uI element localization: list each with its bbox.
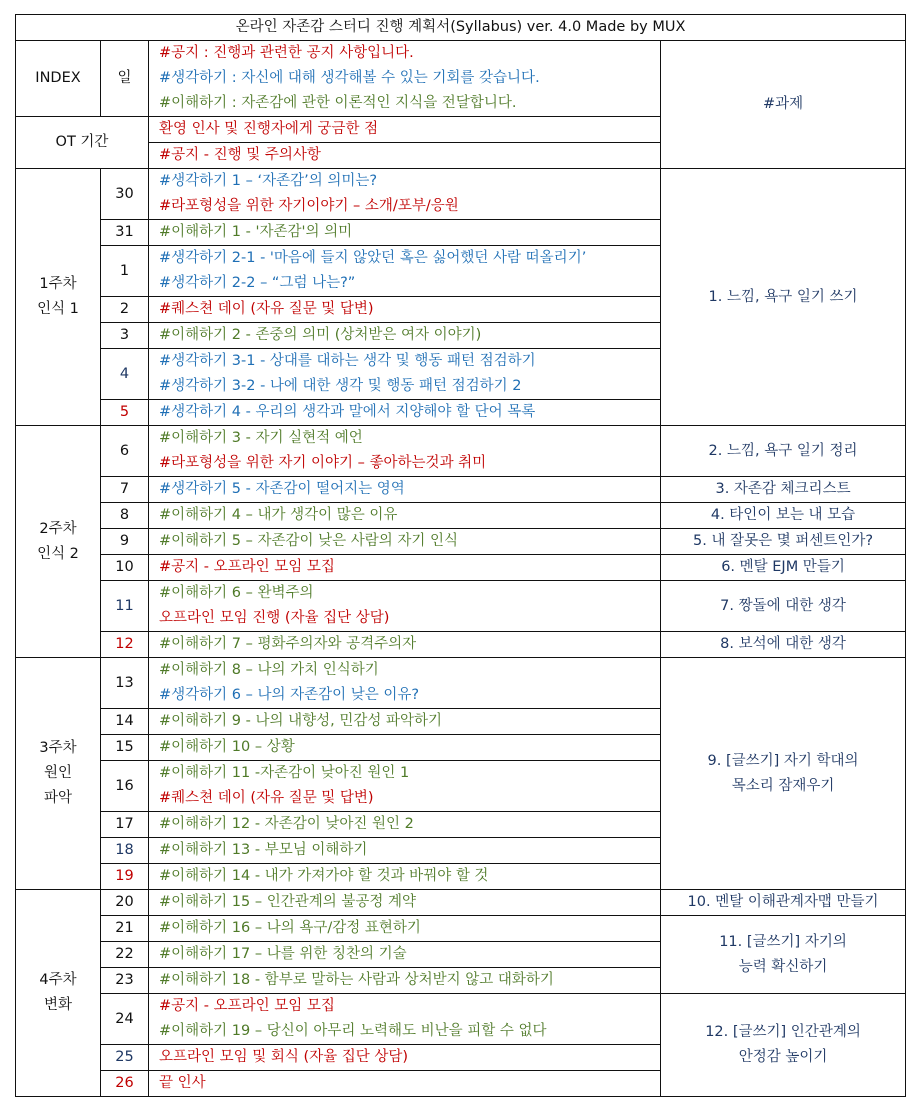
activity-cell: #이해하기 4 – 내가 생각이 많은 이유 [149,503,661,529]
activity-cell: #생각하기 4 - 우리의 생각과 말에서 지양해야 할 단어 목록 [149,400,661,426]
day-number: 18 [101,838,149,864]
activity-cell: #공지 - 오프라인 모임 모집 #이해하기 19 – 당신이 아무리 노력해도 비난을 피할 수 없다 [149,994,661,1045]
homework-item: 6. 멘탈 EJM 만들기 [661,555,906,581]
syllabus-table [15,14,906,1097]
week-label: 4주차 변화 [16,890,101,1097]
activity-cell: #이해하기 7 – 평화주의자와 공격주의자 [149,632,661,658]
day-number: 10 [101,555,149,581]
activity-cell: 끝 인사 [149,1071,661,1097]
activity-cell: #이해하기 1 - '자존감'의 의미 [149,220,661,246]
activity-cell: #생각하기 2-1 - '마음에 들지 않았던 혹은 싫어했던 사람 떠올리기’ #생각하기 2-2 – “그럼 나는?” [149,246,661,297]
day-number: 7 [101,477,149,503]
homework-item: 9. [글쓰기] 자기 학대의 목소리 잠재우기 [661,658,906,890]
day-number: 17 [101,812,149,838]
day-number: 4 [101,349,149,400]
ot-row: #공지 - 진행 및 주의사항 [149,143,661,169]
homework-item: 10. 멘탈 이해관계자맵 만들기 [661,890,906,916]
activity-cell: #이해하기 8 – 나의 가치 인식하기 #생각하기 6 – 나의 자존감이 낮은 이유? [149,658,661,709]
ot-label: OT 기간 [16,117,149,169]
day-number: 3 [101,323,149,349]
homework-item: 5. 내 잘못은 몇 퍼센트인가? [661,529,906,555]
index-header: INDEX [16,41,101,117]
activity-cell: #이해하기 15 – 인간관계의 불공정 계약 [149,890,661,916]
homework-header: #과제 [661,41,906,169]
activity-cell: #이해하기 11 -자존감이 낮아진 원인 1 #퀘스쳔 데이 (자유 질문 및 답변) [149,761,661,812]
homework-item: 4. 타인이 보는 내 모습 [661,503,906,529]
activity-cell: #이해하기 2 - 존중의 의미 (상처받은 여자 이야기) [149,323,661,349]
day-number: 2 [101,297,149,323]
week-label: 3주차 원인 파악 [16,658,101,890]
activity-cell: #이해하기 14 - 내가 가져가야 할 것과 바꿔야 할 것 [149,864,661,890]
activity-cell: 오프라인 모임 및 회식 (자율 집단 상담) [149,1045,661,1071]
homework-item: 12. [글쓰기] 인간관계의 안정감 높이기 [661,994,906,1097]
activity-cell: #이해하기 9 - 나의 내향성, 민감성 파악하기 [149,709,661,735]
activity-cell: #이해하기 12 - 자존감이 낮아진 원인 2 [149,812,661,838]
week-label: 1주차 인식 1 [16,169,101,426]
document-title: 온라인 자존감 스터디 진행 계획서(Syllabus) ver. 4.0 Made by MUX [16,15,906,41]
day-number: 1 [101,246,149,297]
day-header: 일 [101,41,149,117]
day-number: 24 [101,994,149,1045]
homework-item: 8. 보석에 대한 생각 [661,632,906,658]
activity-cell: #이해하기 10 – 상황 [149,735,661,761]
activity-cell: #공지 - 오프라인 모임 모집 [149,555,661,581]
activity-cell: #이해하기 5 – 자존감이 낮은 사람의 자기 인식 [149,529,661,555]
day-number: 19 [101,864,149,890]
day-number: 14 [101,709,149,735]
activity-cell: #생각하기 1 – ‘자존감’의 의미는? #라포형성을 위한 자기이야기 – 소개/포부/응원 [149,169,661,220]
day-number: 6 [101,426,149,477]
legend-understand: #이해하기 : 자존감에 관한 이론적인 지식을 전달합니다. [159,95,517,111]
legend-think: #생각하기 : 자신에 대해 생각해볼 수 있는 기회를 갖습니다. [159,70,540,86]
day-number: 26 [101,1071,149,1097]
homework-item: 3. 자존감 체크리스트 [661,477,906,503]
day-number: 22 [101,942,149,968]
day-number: 13 [101,658,149,709]
homework-item: 7. 짱돌에 대한 생각 [661,581,906,632]
activity-cell: #이해하기 13 - 부모님 이해하기 [149,838,661,864]
day-number: 11 [101,581,149,632]
activity-cell: #이해하기 6 – 완벽주의 오프라인 모임 진행 (자율 집단 상담) [149,581,661,632]
activity-cell: #생각하기 5 - 자존감이 떨어지는 영역 [149,477,661,503]
day-number: 8 [101,503,149,529]
day-number: 16 [101,761,149,812]
activity-cell: #이해하기 18 - 함부로 말하는 사람과 상처받지 않고 대화하기 [149,968,661,994]
homework-item: 11. [글쓰기] 자기의 능력 확신하기 [661,916,906,994]
day-number: 12 [101,632,149,658]
activity-cell: #퀘스쳔 데이 (자유 질문 및 답변) [149,297,661,323]
legend-cell [149,41,661,117]
activity-cell: #생각하기 3-1 - 상대를 대하는 생각 및 행동 패턴 점검하기 #생각하기 3-2 - 나에 대한 생각 및 행동 패턴 점검하기 2 [149,349,661,400]
day-number: 25 [101,1045,149,1071]
day-number: 15 [101,735,149,761]
activity-cell: #이해하기 17 – 나를 위한 칭찬의 기술 [149,942,661,968]
day-number: 30 [101,169,149,220]
day-number: 31 [101,220,149,246]
week-label: 2주차 인식 2 [16,426,101,658]
activity-cell: #이해하기 3 - 자기 실현적 예언 #라포형성을 위한 자기 이야기 – 좋아하는것과 취미 [149,426,661,477]
homework-item: 1. 느낌, 욕구 일기 쓰기 [661,169,906,426]
day-number: 9 [101,529,149,555]
day-number: 20 [101,890,149,916]
homework-item: 2. 느낌, 욕구 일기 정리 [661,426,906,477]
day-number: 5 [101,400,149,426]
ot-row: 환영 인사 및 진행자에게 궁금한 점 [149,117,661,143]
day-number: 23 [101,968,149,994]
activity-cell: #이해하기 16 – 나의 욕구/감정 표현하기 [149,916,661,942]
day-number: 21 [101,916,149,942]
legend-notice: #공지 : 진행과 관련한 공지 사항입니다. [159,45,414,61]
